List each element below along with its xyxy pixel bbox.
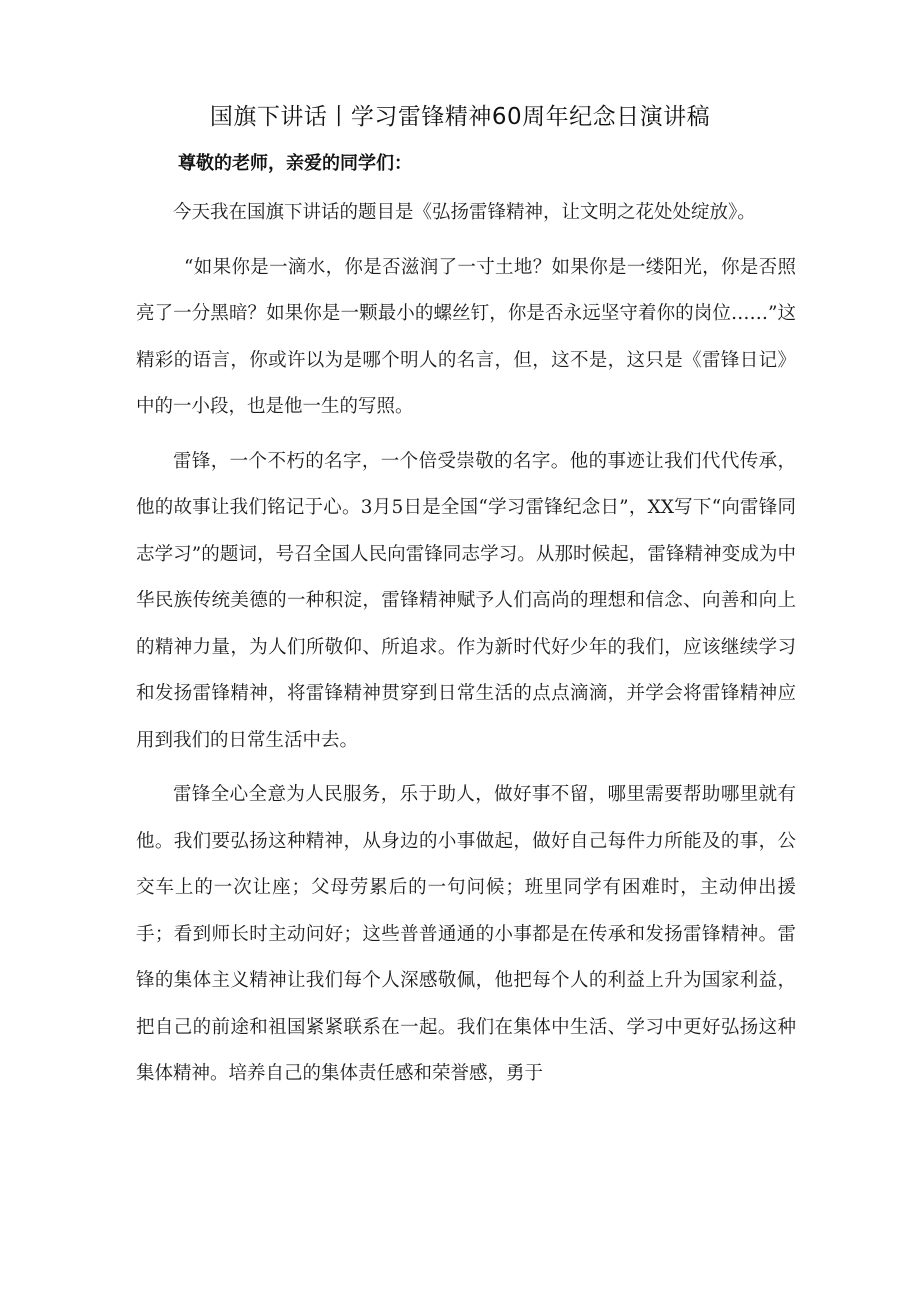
document-title: 国旗下讲话丨学习雷锋精神60周年纪念日演讲稿: [209, 104, 711, 130]
paragraph-quote: “如果你是一滴水，你是否滋润了一寸土地？如果你是一缕阳光，你是否照亮了一分黑暗？如果你是一颗最小的螺丝钉，你是否永远坚守着你的岗位……”这精彩的语言，你或许以为是哪个明人的名言，但，这不是，这只是《雷锋日记》中的一小段，也是他一生的写照。: [136, 256, 796, 417]
paragraph-intro: 今天我在国旗下讲话的题目是《弘扬雷锋精神，让文明之花处处绽放》。: [173, 202, 756, 223]
paragraph-leifeng-history: 雷锋，一个不朽的名字，一个倍受崇敬的名字。他的事迹让我们代代传承，他的故事让我们铭记于心。3月5日是全国“学习雷锋纪念日”，XX写下“向雷锋同志学习”的题词，号召全国人民向雷锋同志学习。从那时候起，雷锋精神变成为中华民族传统美德的一种积淀，雷锋精神赋予人们高尚的理想和信念、向善和向上的精神力量，为人们所敬仰、所追求。作为新时代好少年的我们，应该继续学习和发扬雷锋精神，将雷锋精神贯穿到日常生活的点点滴滴，并学会将雷锋精神应用到我们的日常生活中去。: [136, 450, 796, 751]
document-body: [136, 190, 796, 1106]
paragraph-leifeng-service: 雷锋全心全意为人民服务，乐于助人，做好事不留，哪里需要帮助哪里就有他。我们要弘扬这种精神，从身边的小事做起，做好自己每件力所能及的事，公交车上的一次让座；父母劳累后的一句问候；班里同学有困难时，主动伸出援手；看到师长时主动问好；这些普普通通的小事都是在传承和发扬雷锋精神。雷锋的集体主义精神让我们每个人深感敬佩，他把每个人的利益上升为国家利益，把自己的前途和祖国紧紧联系在一起。我们在集体中生活、学习中更好弘扬这种集体精神。培养自己的集体责任感和荣誉感，勇于: [136, 784, 796, 1084]
salutation: 尊敬的老师，亲爱的同学们：: [178, 153, 412, 174]
